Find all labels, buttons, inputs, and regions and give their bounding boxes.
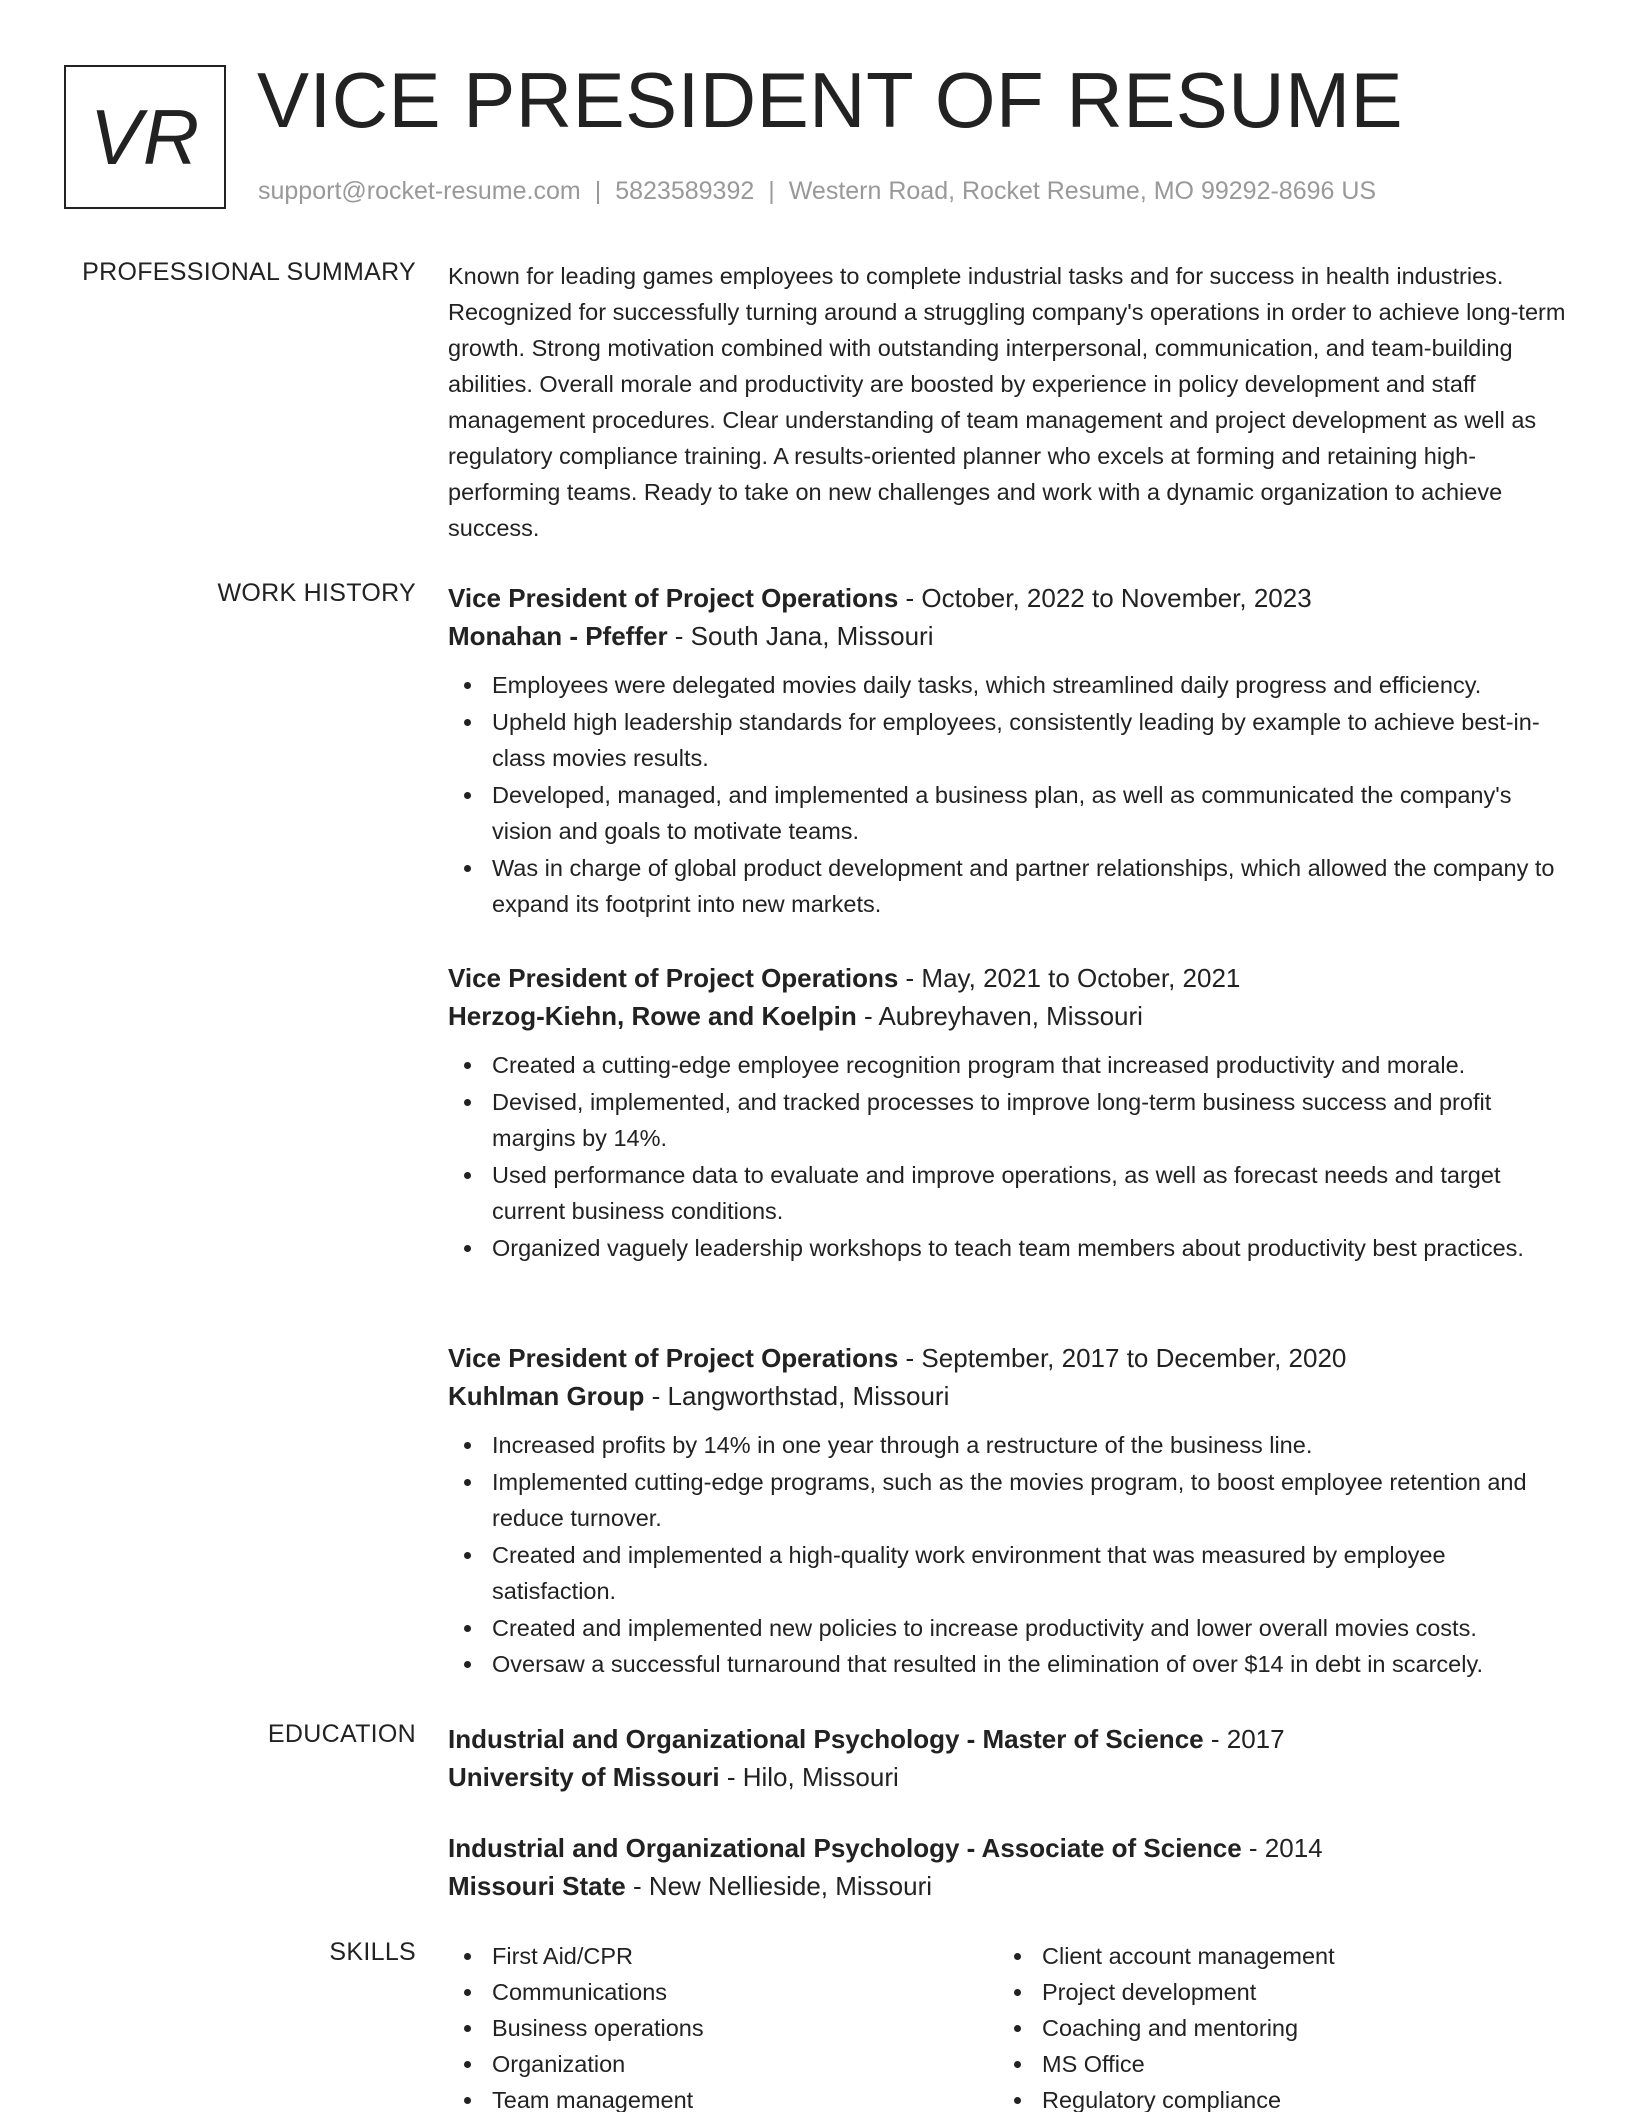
job-bullets — [448, 1047, 1568, 1266]
skills-list-left — [448, 1938, 998, 2112]
resume-name: VICE PRESIDENT OF RESUME — [257, 56, 1404, 144]
job-location: - South Jana, Missouri — [667, 621, 934, 651]
job-company: Monahan - Pfeffer — [448, 621, 668, 651]
job-bullet: Increased profits by 14% in one year through a restructure of the business line. — [448, 1427, 1568, 1464]
job-title-line — [448, 579, 1568, 617]
job-bullets — [448, 1427, 1568, 1683]
job-bullet: Upheld high leadership standards for employees, consistently leading by example to achieve best-in-class movies results. — [448, 704, 1568, 777]
job-bullet: Created and implemented new policies to increase productivity and lower overall movies costs. — [448, 1610, 1568, 1647]
job-dates: - October, 2022 to November, 2023 — [898, 583, 1312, 613]
degree-year: - 2017 — [1203, 1724, 1285, 1754]
skill-item: Coaching and mentoring — [998, 2010, 1548, 2046]
school-name: University of Missouri — [448, 1762, 720, 1792]
resume-header — [64, 56, 1564, 215]
section-heading-summary: PROFESSIONAL SUMMARY — [82, 258, 416, 286]
degree-line — [448, 1829, 1568, 1867]
degree-year: - 2014 — [1241, 1833, 1323, 1863]
skill-item: First Aid/CPR — [448, 1938, 998, 1974]
job-title: Vice President of Project Operations — [448, 1343, 899, 1373]
contact-address: Western Road, Rocket Resume, MO 99292-8696 US — [788, 177, 1377, 205]
skills-list-right — [998, 1938, 1548, 2112]
section-heading-education: EDUCATION — [267, 1720, 416, 1748]
job-bullet: Implemented cutting-edge programs, such as the movies program, to boost employee retention and reduce turnover. — [448, 1464, 1568, 1537]
skill-item: Organization — [448, 2046, 998, 2082]
job-company-line — [448, 617, 1568, 655]
job-bullet: Devised, implemented, and tracked processes to improve long-term business success and profit margins by 14%. — [448, 1084, 1568, 1157]
contact-line — [258, 177, 1376, 206]
job-bullet: Used performance data to evaluate and improve operations, as well as forecast needs and target current business conditions. — [448, 1157, 1568, 1230]
education-entry — [448, 1720, 1568, 1796]
skill-item: Regulatory compliance — [998, 2082, 1548, 2112]
job-bullet: Created a cutting-edge employee recognition program that increased productivity and morale. — [448, 1047, 1568, 1084]
degree-line — [448, 1720, 1568, 1758]
job-dates: - May, 2021 to October, 2021 — [898, 963, 1241, 993]
job-bullet: Developed, managed, and implemented a business plan, as well as communicated the company's vision and goals to motivate teams. — [448, 777, 1568, 850]
section-heading-skills: SKILLS — [329, 1938, 416, 1966]
education-entry — [448, 1829, 1568, 1905]
job-title-line — [448, 1339, 1568, 1377]
job-entry — [448, 579, 1568, 923]
contact-phone[interactable]: 5823589392 — [615, 177, 755, 205]
school-line — [448, 1867, 1568, 1905]
monogram-initials: VR — [89, 92, 201, 181]
job-company: Kuhlman Group — [448, 1381, 645, 1411]
school-line — [448, 1758, 1568, 1796]
skill-item: MS Office — [998, 2046, 1548, 2082]
skill-item: Business operations — [448, 2010, 998, 2046]
job-title: Vice President of Project Operations — [448, 583, 899, 613]
job-entry — [448, 1339, 1568, 1683]
job-bullet: Was in charge of global product development and partner relationships, which allowed the company to expand its footprint into new markets. — [448, 850, 1568, 923]
job-entry — [448, 959, 1568, 1266]
skill-item: Team management — [448, 2082, 998, 2112]
job-location: - Aubreyhaven, Missouri — [856, 1001, 1143, 1031]
contact-email[interactable]: support@rocket-resume.com — [258, 177, 581, 205]
degree-title: Industrial and Organizational Psychology - Associate of Science — [448, 1833, 1242, 1863]
degree-title: Industrial and Organizational Psychology - Master of Science — [448, 1724, 1204, 1754]
contact-separator: | — [768, 177, 775, 205]
skills-columns — [448, 1938, 1568, 2112]
skill-item: Communications — [448, 1974, 998, 2010]
skill-item: Project development — [998, 1974, 1548, 2010]
job-bullet: Oversaw a successful turnaround that resulted in the elimination of over $14 in debt in scarcely. — [448, 1646, 1568, 1683]
skill-item: Client account management — [998, 1938, 1548, 1974]
section-heading-work: WORK HISTORY — [217, 579, 416, 607]
school-name: Missouri State — [448, 1871, 626, 1901]
monogram-box — [64, 65, 226, 209]
school-location: - New Nellieside, Missouri — [625, 1871, 933, 1901]
job-company-line — [448, 997, 1568, 1035]
job-bullet: Created and implemented a high-quality work environment that was measured by employee satisfaction. — [448, 1537, 1568, 1610]
job-bullet: Employees were delegated movies daily tasks, which streamlined daily progress and efficiency. — [448, 667, 1568, 704]
job-company: Herzog-Kiehn, Rowe and Koelpin — [448, 1001, 857, 1031]
job-location: - Langworthstad, Missouri — [644, 1381, 950, 1411]
job-title-line — [448, 959, 1568, 997]
job-title: Vice President of Project Operations — [448, 963, 899, 993]
job-dates: - September, 2017 to December, 2020 — [898, 1343, 1347, 1373]
job-company-line — [448, 1377, 1568, 1415]
job-bullet: Organized vaguely leadership workshops to teach team members about productivity best practices. — [448, 1230, 1568, 1267]
contact-separator: | — [594, 177, 602, 205]
school-location: - Hilo, Missouri — [719, 1762, 899, 1792]
job-bullets — [448, 667, 1568, 923]
summary-text: Known for leading games employees to complete industrial tasks and for success in health industries. Recognized for successfully turning around a struggling company's operations in order to achieve long-term growth. Strong motivation combined with outstanding interpersonal, communication, and team-building abilities. Overall morale and productivity are boosted by experience in policy development and staff management procedures. Clear understanding of team management and project development as well as regulatory compliance training. A results-oriented planner who excels at forming and retaining high-performing teams. Ready to take on new challenges and work with a dynamic organization to achieve success. — [448, 263, 1566, 541]
